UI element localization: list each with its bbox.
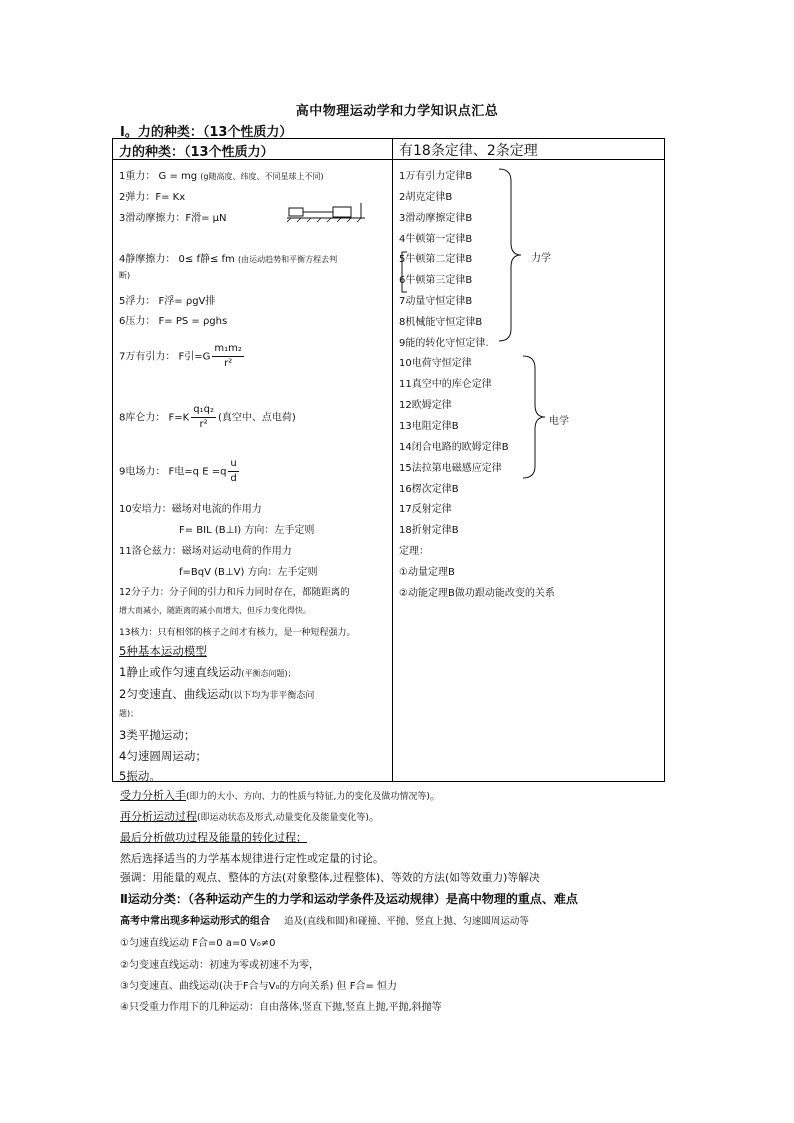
theorem-heading: 定理： (399, 546, 429, 557)
motion-model-3: 3类平抛运动； (119, 728, 196, 742)
mechanics-label: 力学 (531, 253, 551, 264)
law-item: 2胡克定律B (399, 192, 453, 203)
law-item: 17反射定律 (399, 504, 452, 515)
law-item: 6牛顿第三定律B (399, 275, 473, 286)
force-lorentz: 11洛仑兹力：磁场对运动电荷的作用力 (119, 546, 292, 557)
motion-type-4: ④只受重力作用下的几种运动：自由落体,竖直下抛,竖直上抛,平抛,斜抛等 (120, 1002, 442, 1013)
law-item: 3滑动摩擦定律B (399, 213, 473, 224)
left-column-header: 力的种类：（13个性质力） (119, 145, 274, 160)
analysis-step-4: 然后选择适当的力学基本规律进行定性或定量的讨论。 (120, 852, 384, 865)
force-static-friction: 4静摩擦力： 0≤ f静≤ fm (由运动趋势和平衡方程去判 (119, 254, 338, 265)
law-item: 8机械能守恒定律B (399, 317, 483, 328)
law-item: 14闭合电路的欧姆定律B (399, 442, 509, 453)
right-column-header: 有18条定律、2条定理 (399, 143, 538, 159)
motion-model-2-cont: 题)； (119, 709, 139, 718)
law-item: 15法拉第电磁感应定律 (399, 463, 502, 474)
motion-model-2: 2匀变速直、曲线运动(以下均为非平衡态问 (119, 687, 315, 701)
force-static-friction-note: 断) (119, 271, 131, 280)
force-nuclear: 13核力：只有相邻的核子之间才有核力，是一种短程强力。 (119, 628, 356, 638)
analysis-step-2: 再分析运动过程(即运动状态及形式,动量变化及能量变化等)。 (120, 810, 380, 823)
law-item: 9能的转化守恒定律. (399, 338, 489, 349)
force-buoyancy: 5浮力： F浮= ρgV排 (119, 296, 216, 307)
theorem-item: ②动能定理B做功跟动能改变的关系 (399, 588, 555, 599)
table-column-divider (392, 139, 393, 781)
law-item: 18折射定律B (399, 525, 459, 536)
motion-model-4: 4匀速圆周运动； (119, 749, 207, 763)
force-electric-field: 9电场力： F电=q E =q $\frac{u}{d}$ (119, 458, 237, 484)
force-ampere: 10安培力：磁场对电流的作用力 (119, 504, 262, 515)
law-item: 1万有引力定律B (399, 171, 473, 182)
motion-model-1: 1静止或作匀速直线运动(平衡态问题)； (119, 665, 296, 679)
law-item: 12欧姆定律 (399, 400, 452, 411)
analysis-emphasis: 强调：用能量的观点、整体的方法(对象整体,过程整体)、等效的方法(如等效重力)等解决 (120, 871, 540, 884)
motion-models-title: 5种基本运动模型 (119, 644, 207, 658)
motion-model-5: 5振动。 (119, 769, 161, 783)
knowledge-table (112, 138, 665, 782)
law-item: 13电阻定律B (399, 421, 459, 432)
mechanics-brace-icon (497, 167, 527, 343)
force-molecular-cont: 增大而减小，随距离的减小而增大，但斥力变化得快。 (119, 606, 311, 615)
force-molecular: 12分子力：分子间的引力和斥力同时存在，都随距离的 (119, 587, 350, 598)
law-item: 5牛顿第二定律B (399, 254, 473, 265)
force-gravity: 1重力： G = mg (g随高度、纬度、不同星球上不同) (119, 171, 324, 182)
law-item: 16楞次定律B (399, 484, 459, 495)
electricity-label: 电学 (549, 416, 569, 427)
electricity-brace-icon (521, 354, 551, 480)
motion-type-1: ①匀速直线运动 F合=0 a=0 V₀≠0 (120, 938, 276, 949)
section-heading-force-types: Ⅰ。力的种类：（13个性质力） (120, 125, 293, 140)
page-title: 高中物理运动学和力学知识点汇总 (295, 104, 499, 119)
force-lorentz-formula: f=BqV (B⊥V) 方向：左手定则 (179, 567, 318, 578)
analysis-step-1: 受力分析入手(即力的大小、方向、力的性质与特征,力的变化及做功情况等)。 (120, 789, 441, 802)
force-gravitation: 7万有引力： F引=G $\frac{\text{m₁m₂}}{\text{r²}}$ (119, 343, 242, 369)
exam-note: 高考中常出现多种运动形式的组合 追及(直线和圆)和碰撞、平抛、竖直上抛、匀速圆周运动等 (120, 916, 529, 927)
force-elastic: 2弹力：F= Kx (119, 192, 186, 203)
law-item: 10电荷守恒定律 (399, 358, 472, 369)
law-item: 7动量守恒定律B (399, 296, 473, 307)
force-pressure: 6压力： F= PS = ρghs (119, 316, 228, 327)
friction-block-diagram (287, 201, 369, 223)
section-heading-motion-types: Ⅱ运动分类：（各种运动产生的力学和运动学条件及运动规律）是高中物理的重点、难点 (120, 892, 578, 906)
motion-type-2: ②匀变速直线运动：初速为零或初速不为零， (120, 960, 319, 971)
small-bracket-icon (400, 251, 408, 293)
force-ampere-formula: F= BIL (B⊥I) 方向：左手定则 (179, 525, 315, 536)
analysis-step-3: 最后分析做功过程及能量的转化过程； (120, 831, 307, 844)
force-sliding-friction: 3滑动摩擦力：F滑= μN (119, 213, 227, 224)
motion-type-3: ③匀变速直、曲线运动(决于F合与V₀的方向关系) 但 F合= 恒力 (120, 981, 398, 992)
theorem-item: ①动量定理B (399, 567, 455, 578)
law-item: 11真空中的库仑定律 (399, 379, 492, 390)
force-coulomb: 8库仑力： F=K $\frac{\text{q₁q₂}}{\text{r²}}$ (真空中、点电荷) (119, 404, 296, 430)
law-item: 4牛顿第一定律B (399, 234, 473, 245)
